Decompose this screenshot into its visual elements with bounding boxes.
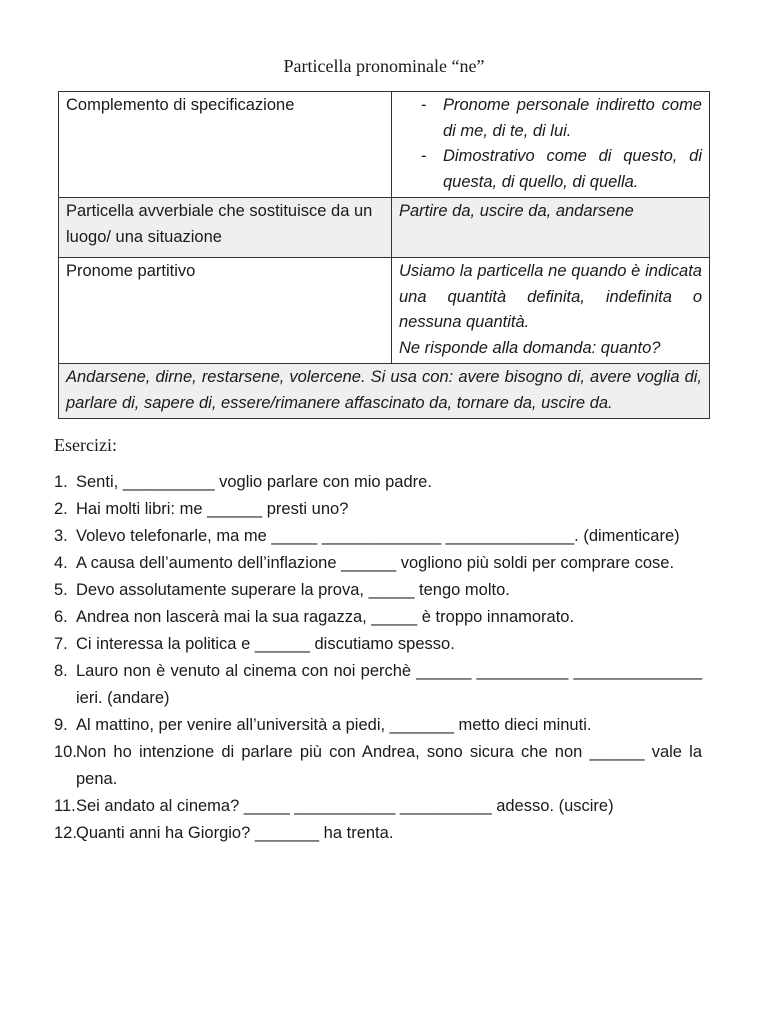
list-item: - Pronome personale indiretto come di me, di te, di lui. [421, 93, 702, 144]
table-cell-label: Pronome partitivo [59, 258, 392, 364]
exercise-text: Lauro non è venuto al cinema con noi perchè ______ __________ ______________ ieri. (andare) [76, 662, 702, 707]
exercise-item [54, 523, 702, 550]
exercise-number: 2. [54, 500, 68, 518]
exercise-number: 1. [54, 473, 68, 491]
grammar-table [58, 91, 710, 419]
table-cell-note: Andarsene, dirne, restarsene, volercene. Si usa con: avere bisogno di, avere voglia di, parlare di, sapere di, essere/rimanere affascinato da, tornare da, uscire da. [59, 364, 710, 419]
exercise-text: Quanti anni ha Giorgio? _______ ha trenta. [76, 824, 394, 842]
exercise-text: A causa dell’aumento dell’inflazione ______ vogliono più soldi per comprare cose. [76, 554, 675, 572]
exercise-number: 3. [54, 527, 68, 545]
exercise-text: Ci interessa la politica e ______ discutiamo spesso. [76, 635, 455, 653]
exercise-text: Al mattino, per venire all’università a piedi, _______ metto dieci minuti. [76, 716, 592, 734]
exercise-item [54, 496, 702, 523]
exercise-item [54, 712, 702, 739]
table-row [59, 258, 710, 364]
exercise-number: 5. [54, 581, 68, 599]
exercise-item [54, 658, 702, 712]
exercise-text: Senti, __________ voglio parlare con mio padre. [76, 473, 432, 491]
exercise-text: Non ho intenzione di parlare più con Andrea, sono sicura che non ______ vale la pena. [76, 743, 702, 788]
table-row [59, 198, 710, 258]
table-cell-label: Particella avverbiale che sostituisce da un luogo/ una situazione [59, 198, 392, 258]
exercise-number: 4. [54, 554, 68, 572]
exercise-item [54, 469, 702, 496]
list-item: - Dimostrativo come di questo, di questa, di quello, di quella. [421, 144, 702, 195]
exercise-item [54, 550, 702, 577]
table-row [59, 364, 710, 419]
exercise-item [54, 631, 702, 658]
exercise-text: Andrea non lascerà mai la sua ragazza, _____ è troppo innamorato. [76, 608, 575, 626]
exercise-item [54, 739, 702, 793]
description-text: Usiamo la particella ne quando è indicata una quantità definita, indefinita o nessuna quantità. [399, 262, 702, 331]
exercise-text: Volevo telefonarle, ma me _____ _____________ ______________. (dimenticare) [76, 527, 680, 545]
exercise-text: Hai molti libri: me ______ presti uno? [76, 500, 349, 518]
description-text: Ne risponde alla domanda: quanto? [399, 338, 661, 357]
exercise-number: 12. [54, 824, 77, 842]
exercises-heading: Esercizi: [54, 435, 117, 455]
exercise-text: Sei andato al cinema? _____ ___________ __________ adesso. (uscire) [76, 797, 614, 815]
exercise-number: 6. [54, 608, 68, 626]
table-cell-description [392, 92, 710, 198]
exercise-number: 9. [54, 716, 68, 734]
table-row [59, 92, 710, 198]
table-cell-description [392, 258, 710, 364]
page-title: Particella pronominale “ne” [283, 56, 485, 76]
exercise-item [54, 604, 702, 631]
exercise-item [54, 820, 702, 847]
exercise-number: 10. [54, 743, 77, 761]
exercise-number: 11. [54, 797, 76, 815]
exercise-number: 7. [54, 635, 68, 653]
exercise-item [54, 793, 702, 820]
exercise-item [54, 577, 702, 604]
exercise-list [54, 469, 702, 847]
table-cell-label: Complemento di specificazione [59, 92, 392, 198]
table-cell-description: Partire da, uscire da, andarsene [392, 198, 710, 258]
exercise-text: Devo assolutamente superare la prova, _____ tengo molto. [76, 581, 510, 599]
exercise-number: 8. [54, 662, 68, 680]
dash-list [399, 93, 702, 195]
